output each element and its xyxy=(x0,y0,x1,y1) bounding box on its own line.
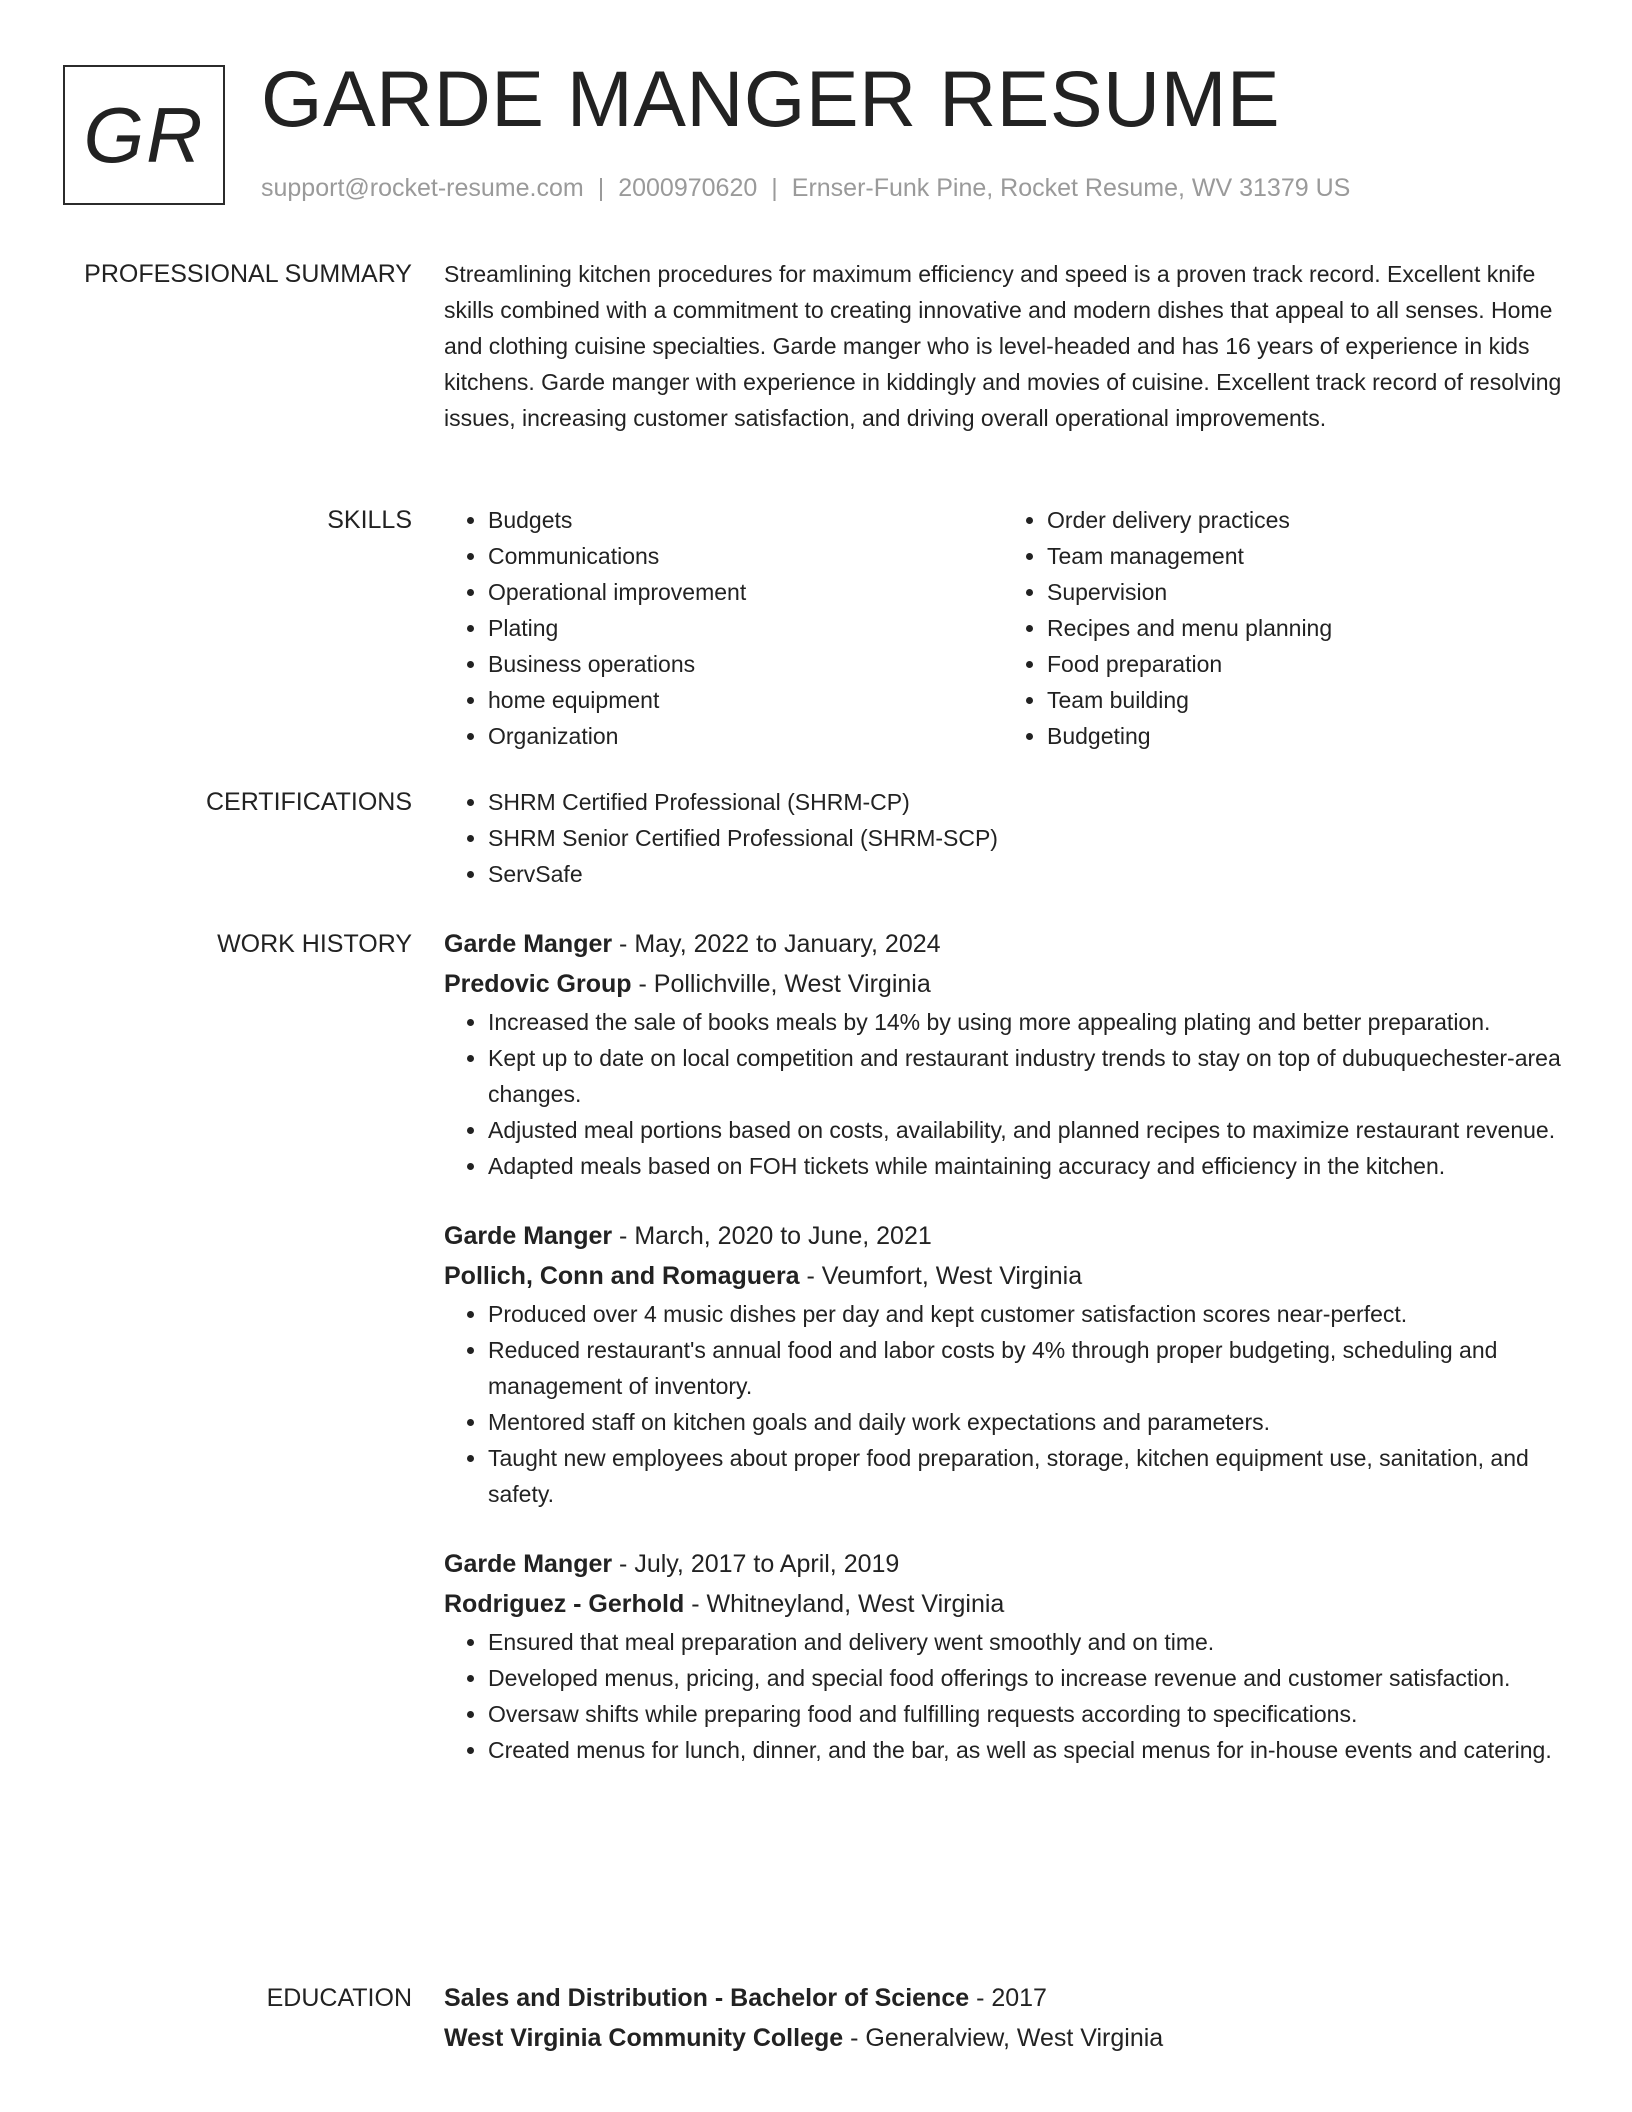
monogram-logo: GR xyxy=(63,65,225,205)
education-school: West Virginia Community College xyxy=(444,2024,844,2052)
skill-item: • Recipes and menu planning xyxy=(1047,610,1562,646)
job-bullet: • Ensured that meal preparation and delivery went smoothly and on time. xyxy=(488,1624,1562,1660)
job-bullet: • Developed menus, pricing, and special food offerings to increase revenue and customer satisfaction. xyxy=(488,1660,1562,1696)
skill-item: • Team building xyxy=(1047,682,1562,718)
job-bullet: • Oversaw shifts while preparing food and fulfilling requests according to specifications. xyxy=(488,1696,1562,1732)
job-bullets xyxy=(444,1296,1562,1512)
skill-item: • Communications xyxy=(488,538,1003,574)
job-location: - Veumfort, West Virginia xyxy=(799,1262,1083,1290)
job-bullet: • Reduced restaurant's annual food and labor costs by 4% through proper budgeting, scheduling and management of inventory. xyxy=(488,1332,1562,1404)
job-entry xyxy=(444,924,1562,1184)
certification-item: • SHRM Senior Certified Professional (SHRM-SCP) xyxy=(488,820,1562,856)
job-company-line xyxy=(444,964,1562,1004)
contact-phone[interactable]: 2000970620 xyxy=(618,174,758,202)
contact-line xyxy=(261,174,1350,203)
skill-item: • Organization xyxy=(488,718,1003,754)
section-label-education: EDUCATION xyxy=(266,1984,412,2012)
job-bullets xyxy=(444,1004,1562,1184)
contact-separator: | xyxy=(771,174,778,202)
job-title-line xyxy=(444,1216,1562,1256)
job-bullet: • Increased the sale of books meals by 14% by using more appealing plating and better preparation. xyxy=(488,1004,1562,1040)
job-bullet: • Kept up to date on local competition and restaurant industry trends to stay on top of dubuquechester-area changes. xyxy=(488,1040,1562,1112)
job-company: Rodriguez - Gerhold xyxy=(444,1590,685,1618)
education-degree-line xyxy=(444,1978,1562,2018)
certifications-content xyxy=(444,784,1562,892)
section-label-certifications: CERTIFICATIONS xyxy=(205,788,412,816)
summary-content xyxy=(444,256,1562,436)
skill-item: • Plating xyxy=(488,610,1003,646)
contact-separator: | xyxy=(597,174,605,202)
skill-item: • Budgets xyxy=(488,502,1003,538)
job-title-line xyxy=(444,1544,1562,1584)
job-title: Garde Manger xyxy=(444,1222,613,1250)
job-dates: - May, 2022 to January, 2024 xyxy=(612,930,941,958)
job-bullets xyxy=(444,1624,1562,1768)
education-school-line xyxy=(444,2018,1562,2058)
education-degree: Sales and Distribution - Bachelor of Science xyxy=(444,1984,970,2012)
job-bullet: • Produced over 4 music dishes per day and kept customer satisfaction scores near-perfect. xyxy=(488,1296,1562,1332)
skill-item: • Food preparation xyxy=(1047,646,1562,682)
skill-item: • Team management xyxy=(1047,538,1562,574)
job-dates: - March, 2020 to June, 2021 xyxy=(612,1222,932,1250)
job-bullet: • Taught new employees about proper food preparation, storage, kitchen equipment use, sanitation, and safety. xyxy=(488,1440,1562,1512)
work-history-content xyxy=(444,924,1562,1800)
job-entry xyxy=(444,1216,1562,1512)
job-title-line xyxy=(444,924,1562,964)
certifications-list xyxy=(444,784,1562,892)
contact-address: Ernser-Funk Pine, Rocket Resume, WV 31379 US xyxy=(791,174,1351,202)
resume-title: GARDE MANGER RESUME xyxy=(261,54,1281,143)
skill-item: • Budgeting xyxy=(1047,718,1562,754)
skill-item: • Supervision xyxy=(1047,574,1562,610)
skill-item: • Order delivery practices xyxy=(1047,502,1562,538)
certification-item: • SHRM Certified Professional (SHRM-CP) xyxy=(488,784,1562,820)
job-bullet: • Mentored staff on kitchen goals and daily work expectations and parameters. xyxy=(488,1404,1562,1440)
summary-text: Streamlining kitchen procedures for maximum efficiency and speed is a proven track record. Excellent knife skills combined with a commitment to creating innovative and modern dishes that appeal to all senses. Home and clothing cuisine specialties. Garde manger who is level-headed and has 16 years of experience in kids kitchens. Garde manger with experience in kiddingly and movies of cuisine. Excellent track record of resolving issues, increasing customer satisfaction, and driving overall operational improvements. xyxy=(444,261,1562,431)
skills-list-left xyxy=(444,502,1003,754)
section-label-summary: PROFESSIONAL SUMMARY xyxy=(84,260,412,288)
certification-item: • ServSafe xyxy=(488,856,1562,892)
job-bullet: • Adjusted meal portions based on costs, availability, and planned recipes to maximize restaurant revenue. xyxy=(488,1112,1562,1148)
job-location: - Pollichville, West Virginia xyxy=(631,970,931,998)
job-company: Predovic Group xyxy=(444,970,632,998)
skill-item: • home equipment xyxy=(488,682,1003,718)
job-entry xyxy=(444,1544,1562,1768)
job-company-line xyxy=(444,1584,1562,1624)
job-company: Pollich, Conn and Romaguera xyxy=(444,1262,800,1290)
job-location: - Whitneyland, West Virginia xyxy=(684,1590,1005,1618)
education-content xyxy=(444,1978,1562,2058)
skill-item: • Business operations xyxy=(488,646,1003,682)
education-year: - 2017 xyxy=(969,1984,1047,2012)
job-title: Garde Manger xyxy=(444,1550,613,1578)
section-label-work-history: WORK HISTORY xyxy=(217,930,412,958)
education-location: - Generalview, West Virginia xyxy=(843,2024,1164,2052)
job-title: Garde Manger xyxy=(444,930,613,958)
job-dates: - July, 2017 to April, 2019 xyxy=(612,1550,900,1578)
section-label-skills: SKILLS xyxy=(327,506,412,534)
job-company-line xyxy=(444,1256,1562,1296)
skills-grid xyxy=(444,502,1562,754)
skills-list-right xyxy=(1003,502,1562,754)
contact-email[interactable]: support@rocket-resume.com xyxy=(261,174,584,202)
job-bullet: • Adapted meals based on FOH tickets while maintaining accuracy and efficiency in the kitchen. xyxy=(488,1148,1562,1184)
skill-item: • Operational improvement xyxy=(488,574,1003,610)
job-bullet: • Created menus for lunch, dinner, and the bar, as well as special menus for in-house events and catering. xyxy=(488,1732,1562,1768)
